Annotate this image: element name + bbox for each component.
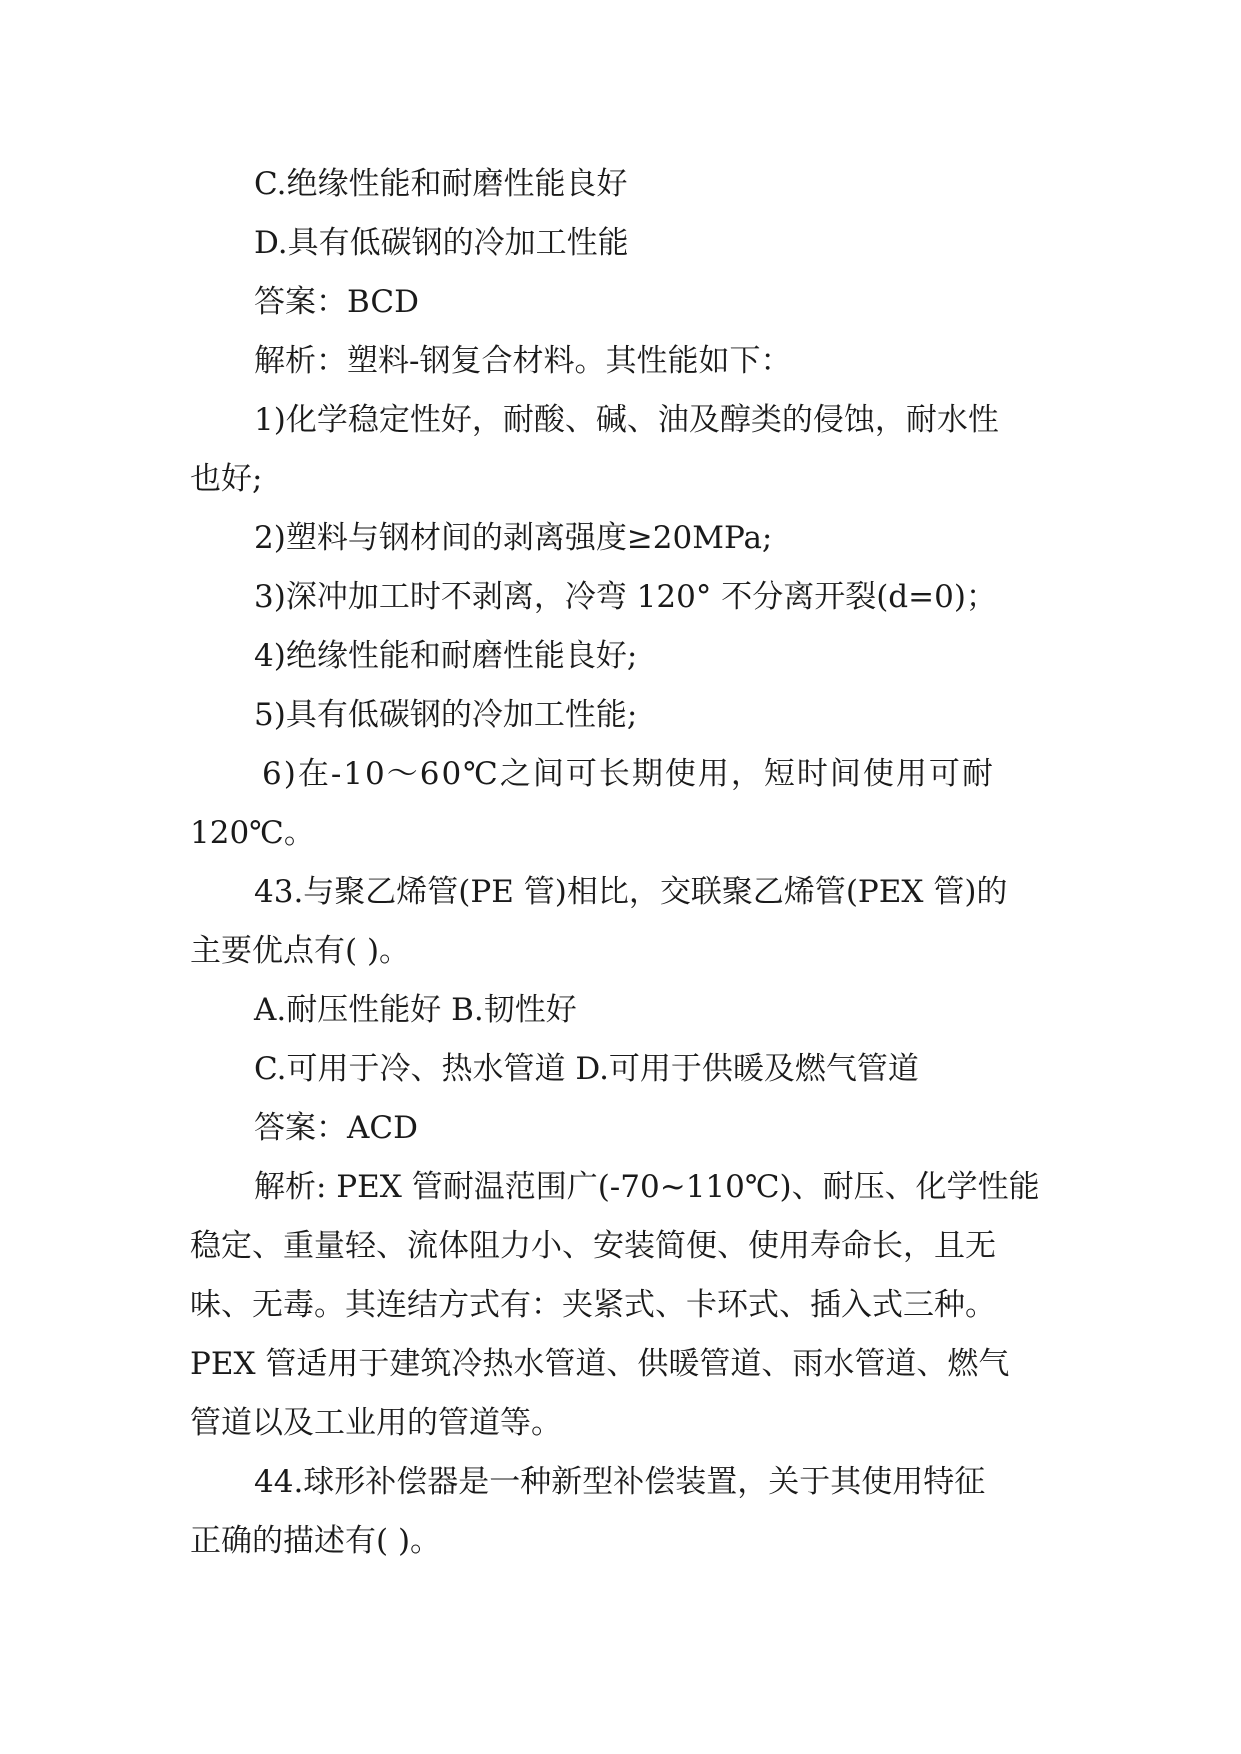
question-43-cont: 主要优点有( )。 <box>190 933 411 969</box>
analysis-item-5: 5)具有低碳钢的冷加工性能; <box>254 697 638 733</box>
analysis-item-3: 3)深冲加工时不剥离，冷弯 120° 不分离开裂(d=0)； <box>254 579 997 615</box>
answer-line: 答案：BCD <box>254 284 419 320</box>
question-43-analysis: 解析: PEX 管耐温范围广(-70~110℃)、耐压、化学性能 <box>254 1169 1040 1205</box>
option-c-line: C.绝缘性能和耐磨性能良好 <box>254 166 628 202</box>
question-43-answer: 答案：ACD <box>254 1110 418 1146</box>
question-44: 44.球形补偿器是一种新型补偿装置，关于其使用特征 <box>254 1464 986 1500</box>
analysis-heading: 解析：塑料-钢复合材料。其性能如下： <box>254 343 792 379</box>
option-d-line: D.具有低碳钢的冷加工性能 <box>254 225 629 261</box>
analysis-item-1: 1)化学稳定性好，耐酸、碱、油及醇类的侵蚀，耐水性 <box>254 402 999 438</box>
analysis-item-2: 2)塑料与钢材间的剥离强度≥20MPa; <box>254 520 773 556</box>
analysis-item-6-cont: 120℃。 <box>190 815 315 851</box>
question-43: 43.与聚乙烯管(PE 管)相比，交联聚乙烯管(PEX 管)的 <box>254 874 1008 910</box>
analysis-item-4: 4)绝缘性能和耐磨性能良好; <box>254 638 638 674</box>
analysis-item-1-cont: 也好; <box>190 461 263 497</box>
question-44-cont: 正确的描述有( )。 <box>190 1523 442 1559</box>
analysis-item-6: 6)在-10～60℃之间可长期使用，短时间使用可耐 <box>262 756 995 792</box>
question-43-analysis-cont-1: 稳定、重量轻、流体阻力小、安装简便、使用寿命长，且无 <box>190 1228 996 1264</box>
question-43-analysis-cont-2: 味、无毒。其连结方式有：夹紧式、卡环式、插入式三种。 <box>190 1287 996 1323</box>
question-43-analysis-cont-4: 管道以及工业用的管道等。 <box>190 1405 562 1441</box>
question-43-options-ab: A.耐压性能好 B.韧性好 <box>254 992 577 1028</box>
question-43-options-cd: C.可用于冷、热水管道 D.可用于供暖及燃气管道 <box>254 1051 919 1087</box>
question-43-analysis-cont-3: PEX 管适用于建筑冷热水管道、供暖管道、雨水管道、燃气 <box>190 1346 1010 1382</box>
